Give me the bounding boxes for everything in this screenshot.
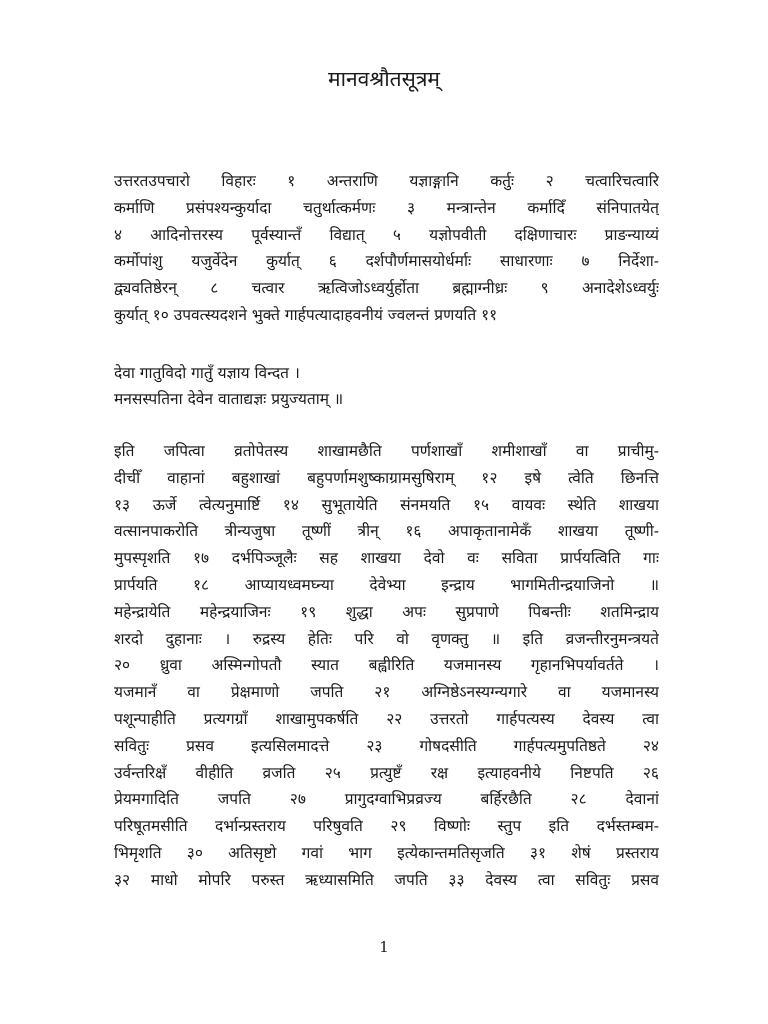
text-line: २० ध्रुवा अस्मिन्गोपतौ स्यात बह्वीरिति यजमानस्य गृहानभिपर्यावर्तते ।: [114, 656, 659, 675]
text-line: प्रेयमगादिति जपति २७ प्रागुदग्वाभिप्रव्रज्य बर्हिरछैति २८ देवानां: [114, 790, 659, 809]
text-line: इति जपित्वा व्रतोपेतस्य शाखामछैति पर्णशाखाँ शमीशाखाँ वा प्राचीमु-: [114, 442, 659, 460]
text-line: उत्तरतउपचारो विहारः १ अन्तराणि यज्ञाङ्गानि कर्तुः २ चत्वारिचत्वारि: [114, 172, 659, 190]
text-line: ४ आदिनोत्तरस्य पूर्वस्यान्तँ विद्यात् ५ यज्ञोपवीती दक्षिणाचारः प्राङन्याय्यं: [114, 225, 659, 244]
text-line: भिमृशति ३० अतिसृष्टो गवां भाग इत्येकान्तमतिसृजति ३१ शेषं प्रस्तराय: [114, 843, 659, 862]
paragraph-1: [114, 168, 659, 329]
text-line: यजमानँ वा प्रेक्षमाणो जपति २१ अग्निष्ठेऽनस्यग्न्यगारे वा यजमानस्य: [114, 683, 659, 702]
text-line: कर्मोपांशु यजुर्वेदेन कुर्यात् ६ दर्शपौर्णमासयोर्धर्माः साधारणाः ७ निर्देशा-: [114, 252, 659, 271]
text-line: ३२ माधो मोपरि परुस्त ऋध्यासमिति जपति ३३ देवस्य त्वा सवितुः प्रसव: [114, 870, 659, 889]
verse-line: देवा गातुविदो गातुँ यज्ञाय विन्दत ।: [114, 364, 300, 382]
text-line: प्रार्पयति १८ आप्यायध्वमघ्न्या देवेभ्या इन्द्राय भागमितीन्द्रयाजिनो ॥: [114, 575, 659, 594]
verse-line: मनसस्पतिना देवेन वाताद्यज्ञः प्रयुज्यताम् ॥: [114, 390, 344, 408]
text-line: कुर्यात् १० उपवत्स्यदशने भुक्ते गार्हपत्यादाहवनीयं ज्वलन्तं प्रणयति ११: [114, 305, 498, 324]
text-line: परिषूतमसीति दर्भान्प्रस्तराय परिषुवति २९ विष्णोः स्तुप इति दर्भस्तम्बम-: [114, 817, 659, 836]
page-number: 1: [379, 938, 389, 956]
paragraph-3: [114, 438, 659, 894]
text-line: पशून्पाहीति प्रत्यगग्राँ शाखामुपकर्षति २२ उत्तरतो गार्हपत्यस्य देवस्य त्वा: [114, 709, 659, 728]
text-line: मुपस्पृशति १७ दर्भपिञ्जूलैः सह शाखया देवो वः सविता प्रार्पयत्विति गाः: [114, 549, 659, 568]
text-line: वत्सानपाकरोति त्रीन्यजुषा तूष्णीं त्रीन् १६ अपाकृतानामेकँ शाखया तूष्णी-: [114, 522, 659, 541]
text-line: उर्वन्तरिक्षँ वीहीति व्रजति २५ प्रत्युष्टँ रक्ष इत्याहवनीये निष्टपति २६: [114, 763, 659, 782]
text-line: कर्माणि प्रसंपश्यन्कुर्यादा चतुर्थात्कर्मणः ३ मन्त्रान्तेन कर्मादिँ संनिपातयेत्: [114, 198, 659, 217]
verse: [114, 360, 659, 412]
text-line: सवितुः प्रसव इत्यसिलमादत्ते २३ गोषदसीति गार्हपत्यमुपतिष्ठते २४: [114, 736, 659, 755]
text-line: दीचीँ वाहानां बहुशाखां बहुपर्णामशुष्काग्रामसुषिराम् १२ इषे त्वेति छिनत्ति: [114, 468, 659, 487]
page-title: मानवश्रौतसूत्रम्: [328, 67, 440, 91]
text-line: महेन्द्रायेति महेन्द्रयाजिनः १९ शुद्धा अपः सुप्रपाणे पिबन्तीः शतमिन्द्राय: [114, 602, 659, 621]
text-line: द्व्यवतिष्ठेरन् ८ चत्वार ऋत्विजोऽध्वर्युर्होता ब्रह्माग्नीध्रः ९ अनादेशेऽध्वर्युः: [114, 279, 659, 298]
text-line: १३ ऊर्जे त्वेत्यनुमार्ष्टि १४ सुभूतायेति संनमयति १५ वायवः स्थेति शाखया: [114, 495, 659, 514]
text-line: शरदो दुहानाः । रुद्रस्य हेतिः परि वो वृणक्तु ॥ इति व्रजन्तीरनुमन्त्रयते: [114, 629, 659, 648]
